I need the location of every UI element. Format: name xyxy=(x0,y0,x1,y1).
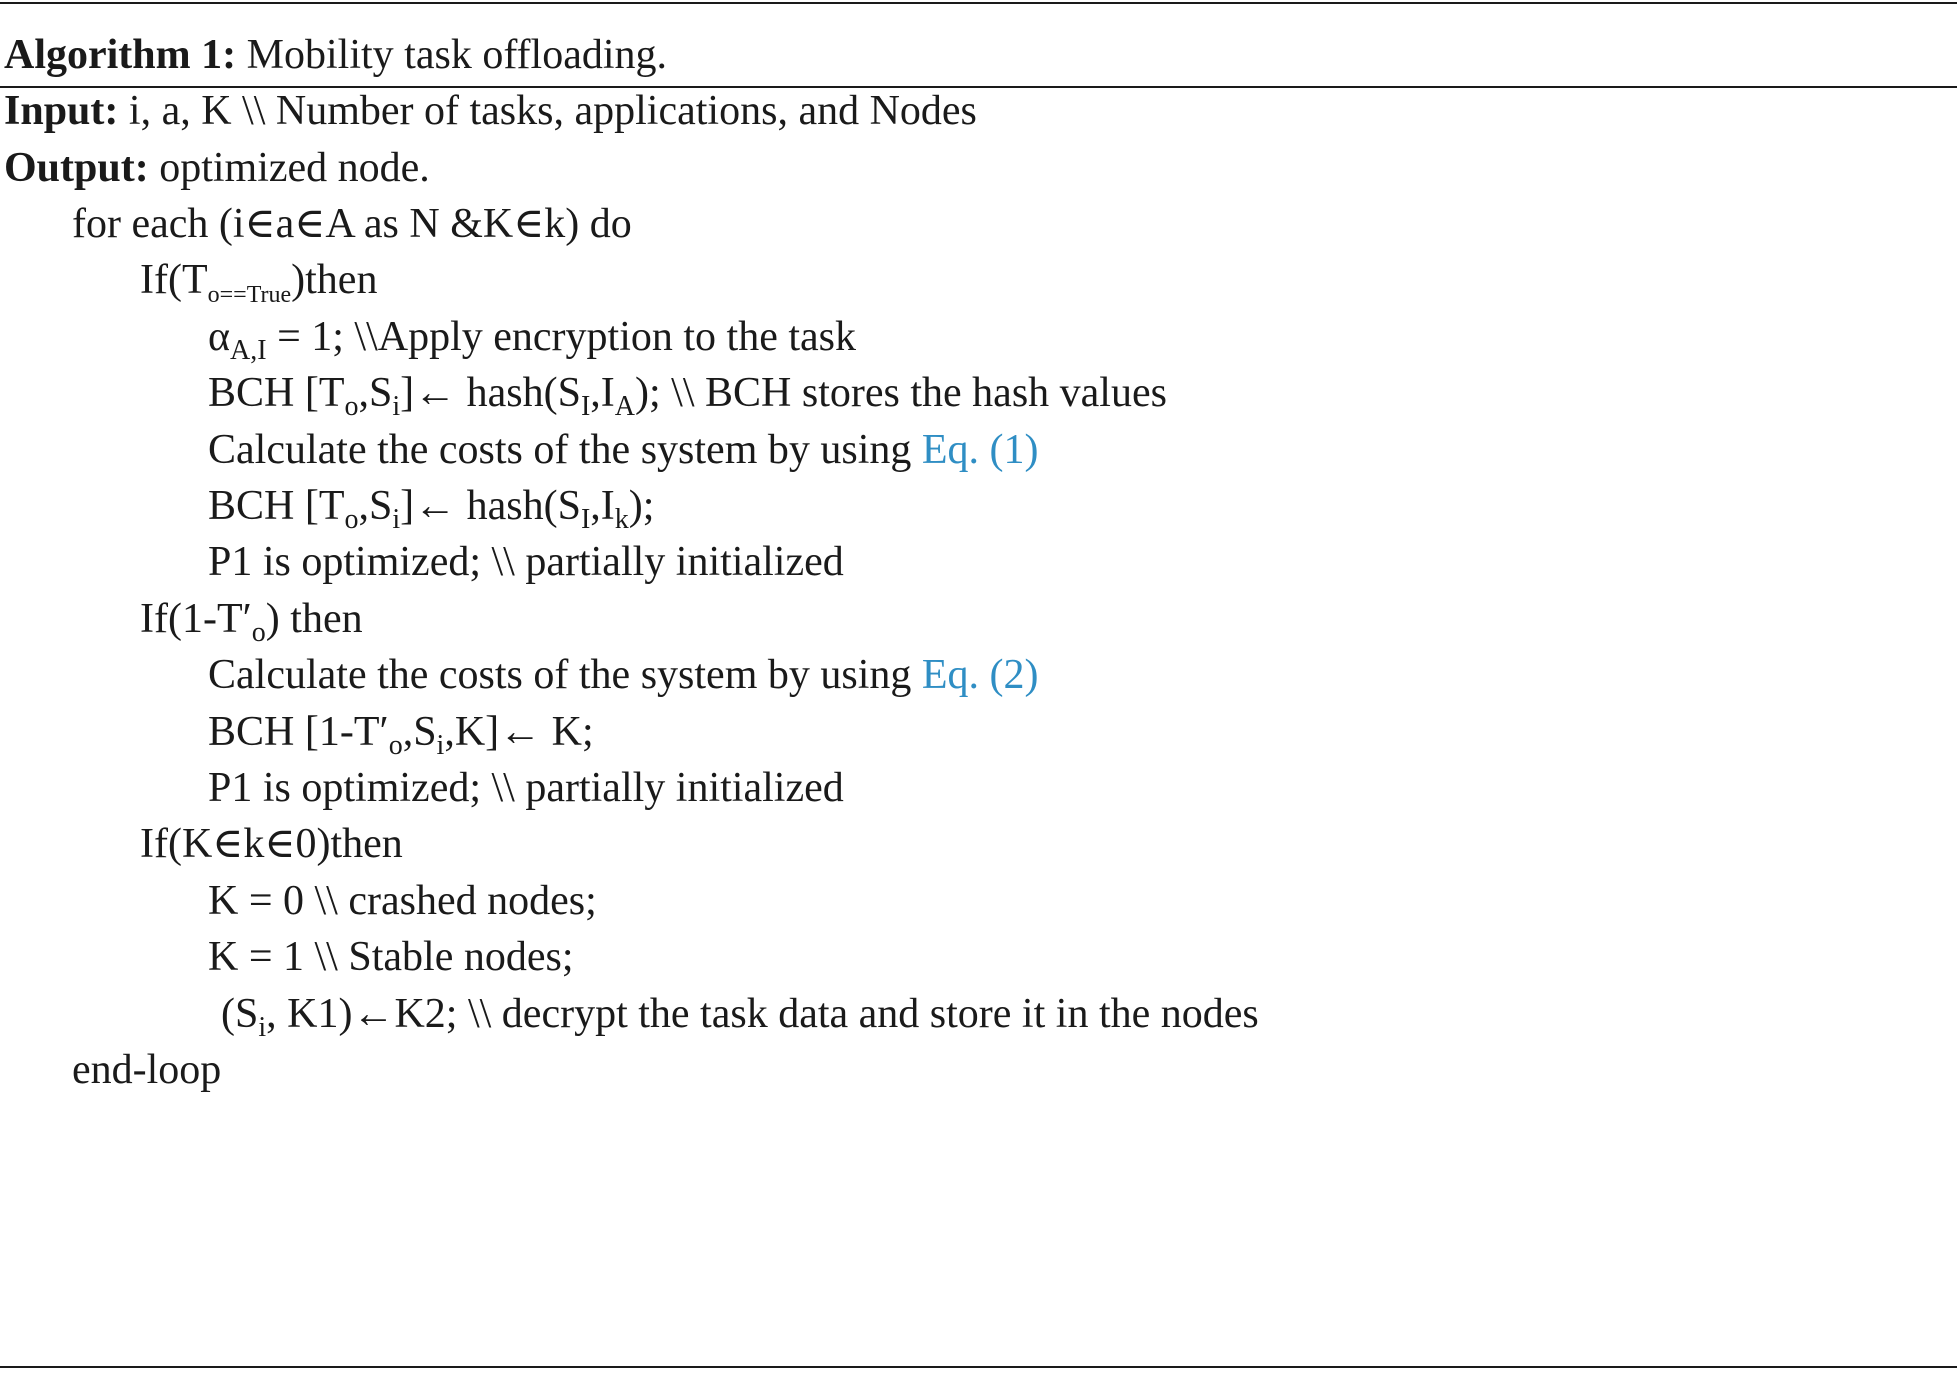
bch-k-line xyxy=(208,709,594,761)
p1-optimized-text-b: P1 is optimized; \\ partially initialized xyxy=(208,765,844,811)
bch2-sub4: k xyxy=(614,504,629,535)
p1-optimized-line-a xyxy=(208,541,844,583)
k-one-line xyxy=(208,936,574,978)
bch-hash-k-line xyxy=(208,483,655,535)
alpha-text: = 1; \\Apply encryption to the task xyxy=(266,314,856,360)
bch1-a: BCH [T xyxy=(208,370,345,416)
if-true-pre: If(T xyxy=(140,257,208,303)
input-label: Input: xyxy=(4,88,119,134)
decrypt-sub: i xyxy=(258,1012,267,1043)
bch2-d: ,I xyxy=(590,483,615,529)
bch1-e: ); \\ BCH stores the hash values xyxy=(635,370,1167,416)
bch3-b: ,S xyxy=(402,709,437,755)
decrypt-a: (S xyxy=(221,991,259,1037)
calc-eq1-text: Calculate the costs of the system by using xyxy=(208,427,922,473)
if-not-sub: o xyxy=(251,617,266,648)
bch1-d: ,I xyxy=(590,370,615,416)
bch-hash-a-line xyxy=(208,370,1167,422)
p1-optimized-line-b xyxy=(208,767,844,809)
if-k-line xyxy=(140,823,403,865)
if-true-post: )then xyxy=(291,257,378,303)
bch1-c: ]← hash(S xyxy=(400,370,581,416)
end-loop-line xyxy=(72,1049,221,1091)
k-one-text: K = 1 \\ Stable nodes; xyxy=(208,934,574,980)
alpha-line xyxy=(208,314,856,366)
bch3-c: ,K]← K; xyxy=(444,709,594,755)
decrypt-line xyxy=(221,991,1259,1043)
if-k-text: If(K∈k∈0)then xyxy=(140,821,403,867)
input-line-text xyxy=(4,90,977,132)
table-top-rule xyxy=(0,2,1957,4)
input-text: i, a, K \\ Number of tasks, applications, and Nodes xyxy=(128,88,977,134)
table-bottom-rule xyxy=(0,1366,1957,1368)
bch2-b: ,S xyxy=(358,483,393,529)
algorithm-caption xyxy=(4,34,667,76)
output-line xyxy=(4,147,430,189)
alpha-sub: A,I xyxy=(230,335,267,366)
algorithm-label: Algorithm 1: xyxy=(4,32,237,78)
bch2-sub1: o xyxy=(344,504,359,535)
if-true-line xyxy=(140,257,378,308)
bch2-sub2: i xyxy=(392,504,401,535)
bch2-sub3: I xyxy=(580,504,591,535)
bch1-b: ,S xyxy=(358,370,393,416)
bch1-sub2: i xyxy=(392,391,401,422)
bch3-a: BCH [1-T′ xyxy=(208,709,389,755)
calc-eq1-line xyxy=(208,429,1039,471)
algorithm-title: Mobility task offloading. xyxy=(246,32,668,78)
output-label: Output: xyxy=(4,145,149,191)
bch3-sub2: i xyxy=(436,730,445,761)
for-each-line xyxy=(72,203,632,245)
for-each-text: for each (i∈a∈A as N &K∈k) do xyxy=(72,201,632,247)
bch3-sub1: o xyxy=(388,730,403,761)
bch2-e: ); xyxy=(628,483,655,529)
end-loop-text: end-loop xyxy=(72,1047,222,1093)
k-zero-line xyxy=(208,880,597,922)
bch1-sub1: o xyxy=(344,391,359,422)
calc-eq2-text: Calculate the costs of the system by using xyxy=(208,652,922,698)
if-not-line xyxy=(140,596,363,648)
if-not-post: ) then xyxy=(265,596,363,642)
if-true-sub: o==True xyxy=(207,282,292,308)
alpha-symbol: α xyxy=(208,314,231,360)
eq2-link[interactable]: Eq. (2) xyxy=(921,652,1039,698)
bch1-sub3: I xyxy=(580,391,591,422)
bch2-a: BCH [T xyxy=(208,483,345,529)
bch2-c: ]← hash(S xyxy=(400,483,581,529)
p1-optimized-text-a: P1 is optimized; \\ partially initialized xyxy=(208,539,844,585)
if-not-pre: If(1-T′ xyxy=(140,596,252,642)
k-zero-text: K = 0 \\ crashed nodes; xyxy=(208,878,597,924)
eq1-link[interactable]: Eq. (1) xyxy=(921,427,1039,473)
output-text: optimized node. xyxy=(159,145,430,191)
bch1-sub4: A xyxy=(614,391,636,422)
calc-eq2-line xyxy=(208,654,1039,696)
decrypt-b: , K1)←K2; \\ decrypt the task data and store it in the nodes xyxy=(266,991,1259,1037)
